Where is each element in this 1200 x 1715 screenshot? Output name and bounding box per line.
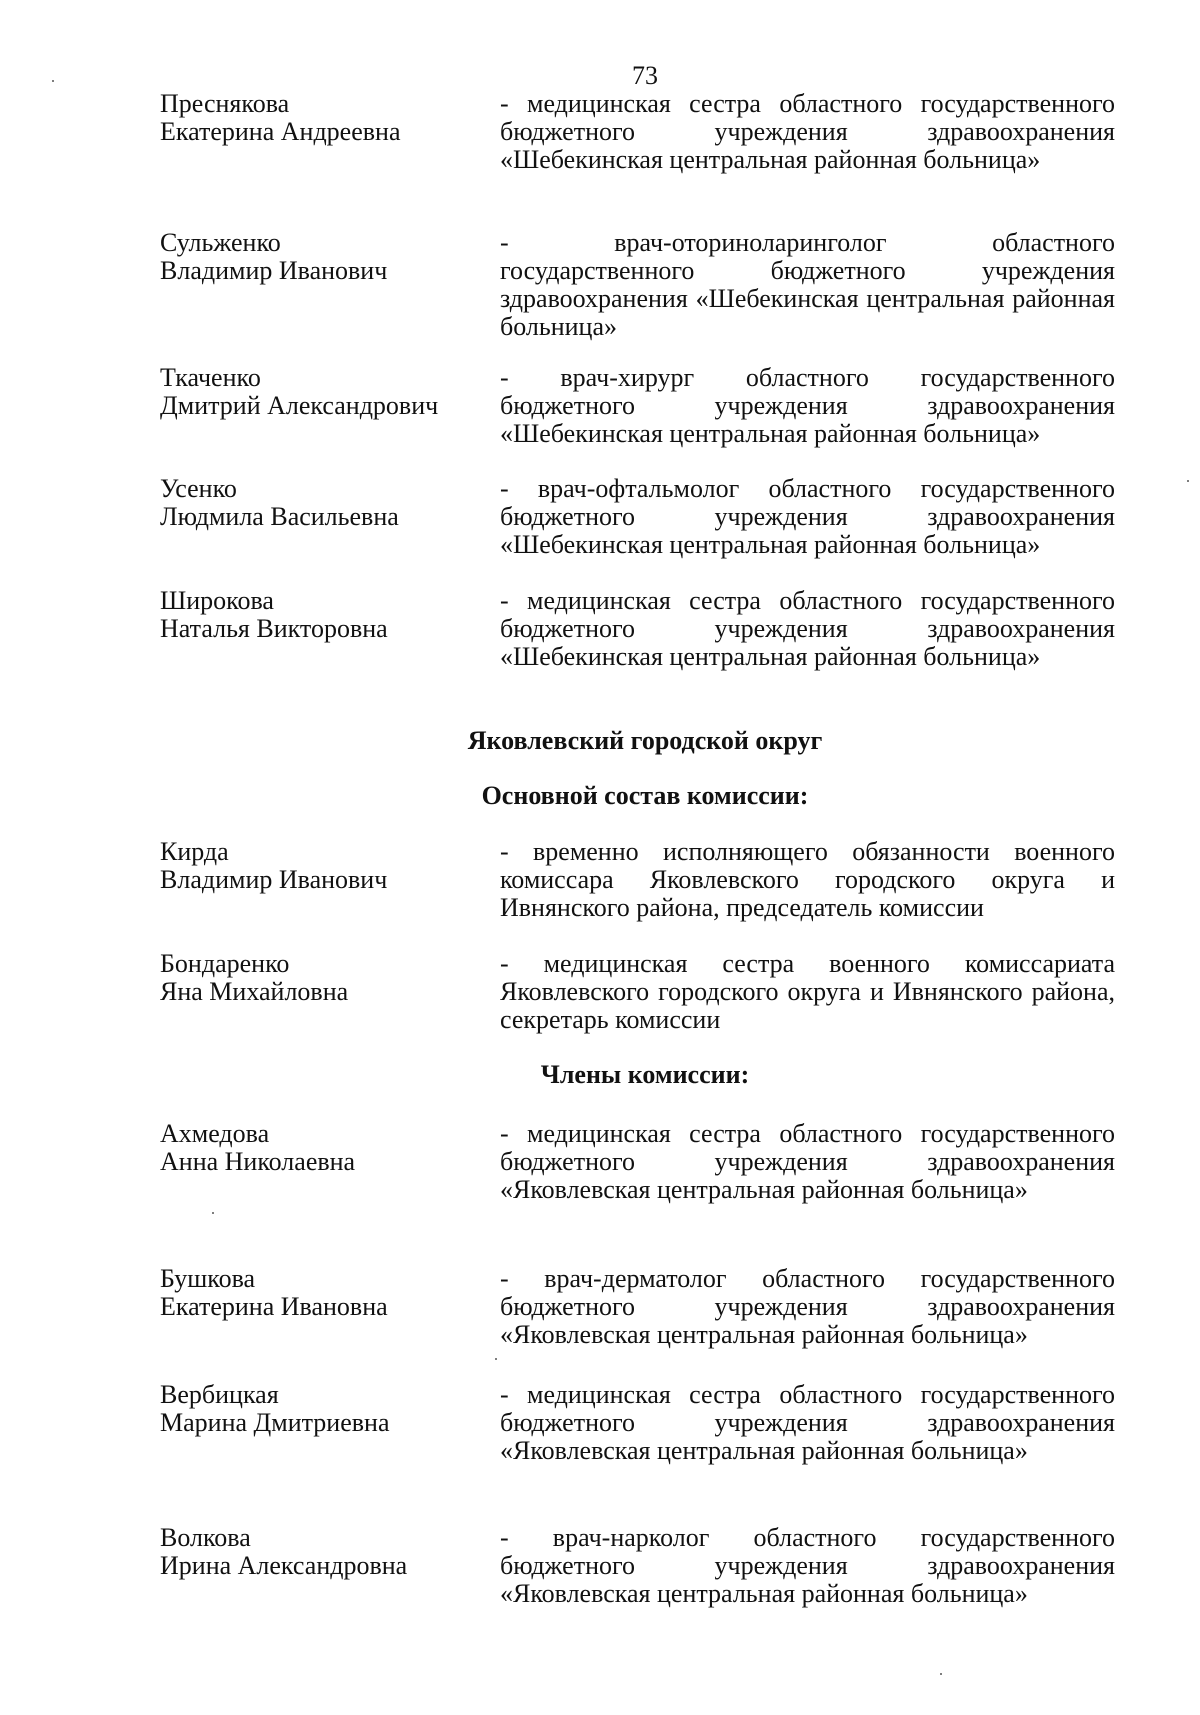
member-surname: Преснякова (160, 89, 290, 118)
member-role: - врач-оториноларинголог областного государственного бюджетного учреждения здравоохранения «Шебекинская центральная районная больница» (500, 228, 1115, 341)
scan-speck (1187, 480, 1189, 482)
member-given-names: Наталья Викторовна (160, 614, 388, 643)
member-role: - врач-хирург областного государственного бюджетного учреждения здравоохранения «Шебекинская центральная районная больница» (500, 363, 1115, 448)
section-title: Яковлевский городской округ (467, 726, 823, 755)
scan-speck (212, 1212, 214, 1214)
member-name (160, 1524, 480, 1580)
member-role: - врач-офтальмолог областного государственного бюджетного учреждения здравоохранения «Шебекинская центральная районная больница» (500, 474, 1115, 559)
scan-speck (52, 80, 54, 82)
scan-speck (495, 1358, 497, 1360)
member-name (160, 587, 480, 643)
member-given-names: Анна Николаевна (160, 1147, 356, 1176)
member-surname: Бондаренко (160, 949, 290, 978)
member-given-names: Дмитрий Александрович (160, 391, 439, 420)
member-given-names: Людмила Васильевна (160, 502, 399, 531)
member-surname: Кирда (160, 837, 229, 866)
member-name (160, 838, 480, 894)
member-given-names: Владимир Иванович (160, 256, 388, 285)
member-surname: Вербицкая (160, 1380, 279, 1409)
page-number: 73 (632, 61, 658, 90)
member-role: - медицинская сестра военного комиссариата Яковлевского городского округа и Ивнянского района, секретарь комиссии (500, 949, 1115, 1034)
member-given-names: Ирина Александровна (160, 1551, 408, 1580)
member-given-names: Яна Михайловна (160, 977, 349, 1006)
members-title: Члены комиссии: (540, 1060, 750, 1089)
member-given-names: Владимир Иванович (160, 865, 388, 894)
member-given-names: Екатерина Андреевна (160, 117, 401, 146)
member-name (160, 364, 480, 420)
member-name (160, 90, 480, 146)
member-name (160, 229, 480, 285)
member-surname: Бушкова (160, 1264, 256, 1293)
member-name (160, 1265, 480, 1321)
member-name (160, 475, 480, 531)
member-name (160, 950, 480, 1006)
member-role: - врач-дерматолог областного государственного бюджетного учреждения здравоохранения «Яковлевская центральная районная больница» (500, 1264, 1115, 1349)
member-surname: Широкова (160, 586, 274, 615)
member-role: - медицинская сестра областного государственного бюджетного учреждения здравоохранения «Яковлевская центральная районная больница» (500, 1119, 1115, 1204)
member-role: - медицинская сестра областного государственного бюджетного учреждения здравоохранения «Шебекинская центральная районная больница» (500, 89, 1115, 174)
member-given-names: Марина Дмитриевна (160, 1408, 390, 1437)
member-role: - медицинская сестра областного государственного бюджетного учреждения здравоохранения «Яковлевская центральная районная больница» (500, 1380, 1115, 1465)
main-board-title: Основной состав комиссии: (481, 781, 809, 810)
member-role: - медицинская сестра областного государственного бюджетного учреждения здравоохранения «Шебекинская центральная районная больница» (500, 586, 1115, 671)
member-surname: Ахмедова (160, 1119, 270, 1148)
member-surname: Усенко (160, 474, 237, 503)
member-name (160, 1381, 480, 1437)
member-name (160, 1120, 480, 1176)
scan-speck (940, 1673, 942, 1675)
member-role: - временно исполняющего обязанности военного комиссара Яковлевского городского округа и Ивнянского района, председатель комиссии (500, 837, 1115, 922)
member-surname: Сульженко (160, 228, 281, 257)
member-surname: Волкова (160, 1523, 251, 1552)
member-role: - врач-нарколог областного государственного бюджетного учреждения здравоохранения «Яковлевская центральная районная больница» (500, 1523, 1115, 1608)
member-given-names: Екатерина Ивановна (160, 1292, 388, 1321)
member-surname: Ткаченко (160, 363, 261, 392)
